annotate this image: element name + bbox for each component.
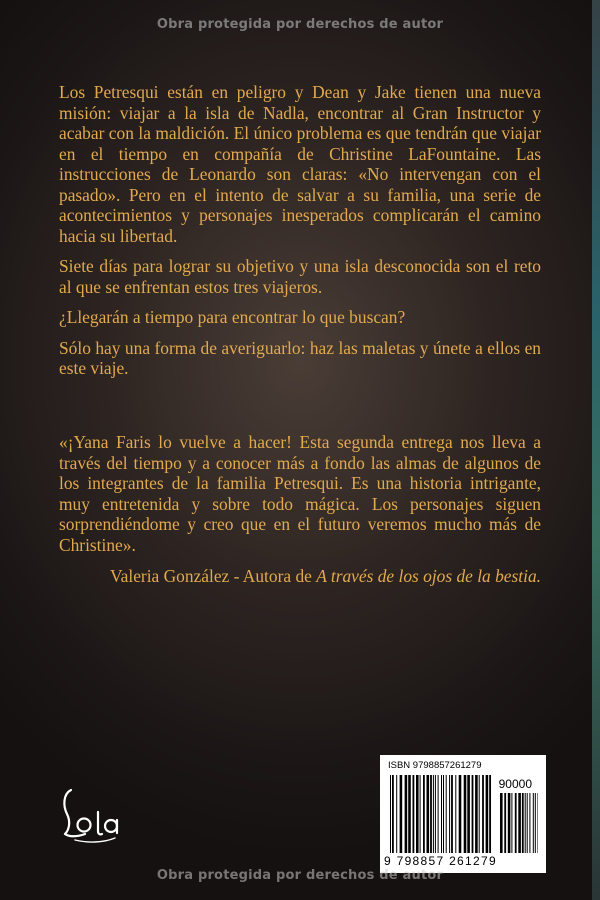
- lola-logo-icon: [57, 784, 137, 844]
- publisher-logo: [57, 784, 137, 844]
- synopsis-paragraph-4: Sólo hay una forma de averiguarlo: haz las maletas y únete a ellos en este viaje.: [59, 337, 541, 378]
- synopsis: [59, 82, 541, 389]
- review-author: Valeria González - Autora de: [110, 566, 317, 586]
- copyright-watermark-bottom: Obra protegida por derechos de autor: [156, 868, 444, 883]
- synopsis-paragraph-3: ¿Llegarán a tiempo para encontrar lo que buscan?: [59, 307, 406, 327]
- review-quote: [59, 432, 541, 555]
- price-code: 90000: [498, 777, 532, 791]
- review-book-title: A través de los ojos de la bestia.: [316, 566, 541, 586]
- synopsis-paragraph-2: Siete días para lograr su objetivo y una isla desconocida son el reto al que se enfrentan estos tres viajeros.: [59, 256, 541, 297]
- isbn-barcode: [380, 755, 546, 873]
- cover-edge-strip: [592, 0, 600, 900]
- synopsis-paragraph-1: Los Petresqui están en peligro y Dean y Jake tienen una nueva misión: viajar a la isla de Nadla, encontrar al Gran Instructor y acabar con la maldición. El único problema es que tendrán que viajar en el tiempo en compañía de Christine LaFountaine. Las instrucciones de Leonardo son claras: «No intervengan con el pasado». Pero en el intento de salvar a su familia, una serie de acontecimientos y personajes inesperados complicarán el camino hacia su libertad.: [59, 82, 541, 246]
- isbn-digits: 9 798857 261279: [384, 854, 497, 868]
- review-attribution: [59, 566, 541, 587]
- isbn-label: ISBN 9798857261279: [388, 760, 482, 771]
- copyright-watermark-top: Obra protegida por derechos de autor: [156, 17, 444, 32]
- review-quote-text: «¡Yana Faris lo vuelve a hacer! Esta segunda entrega nos lleva a través del tiempo y a conocer más a fondo las almas de algunos de los integrantes de la familia Petresqui. Es una historia intrigante, muy entretenida y sobre todo mágica. Los personajes siguen sorprendiéndome y creo que en el futuro veremos mucho más de Christine».: [59, 432, 541, 555]
